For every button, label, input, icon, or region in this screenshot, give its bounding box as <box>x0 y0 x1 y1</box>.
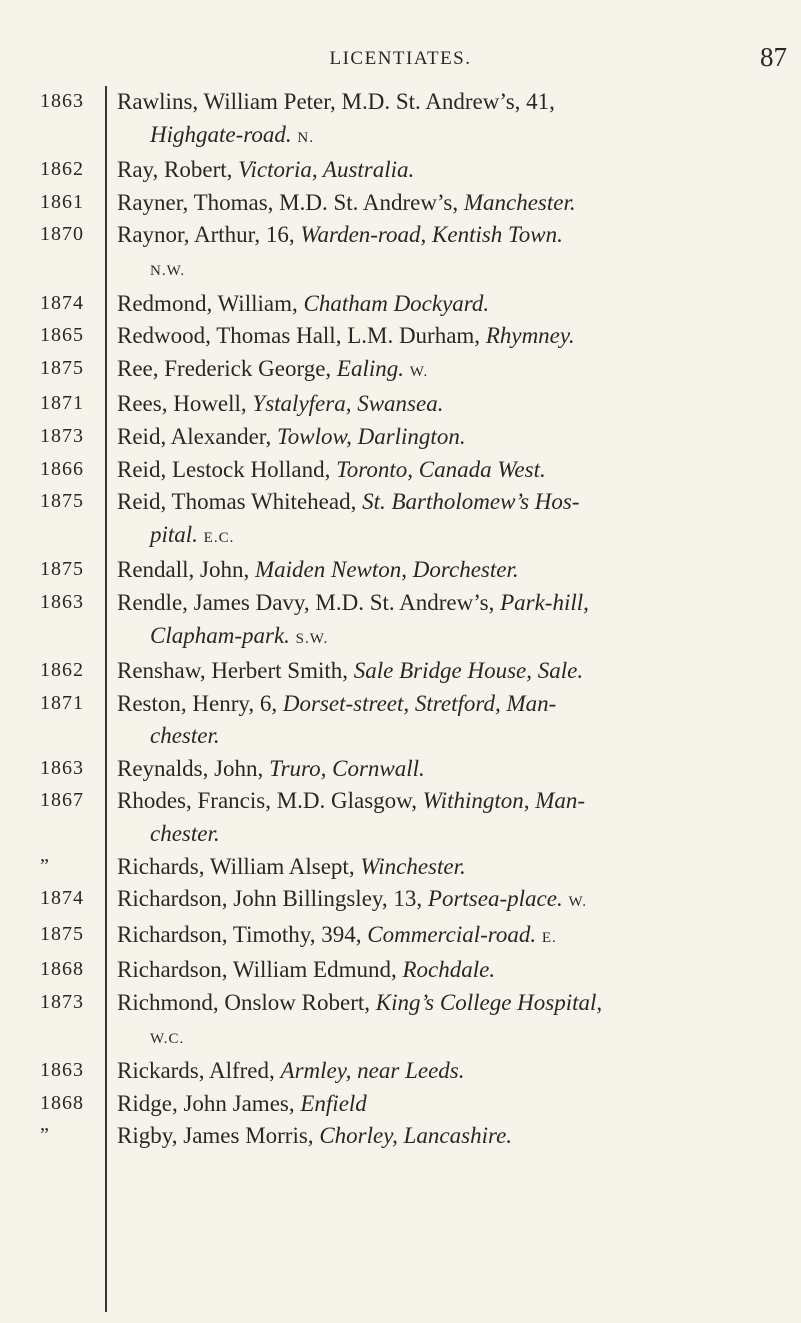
licentiate-entry <box>0 688 801 753</box>
entry-text <box>117 288 793 321</box>
entry-line <box>117 323 575 348</box>
entry-line <box>117 658 583 683</box>
licentiate-entry <box>0 454 801 487</box>
entry-text <box>117 753 793 786</box>
entry-year: 1862 <box>40 158 84 181</box>
entry-year: 1874 <box>40 291 84 314</box>
entry-text <box>117 1088 793 1121</box>
licentiate-entry <box>0 785 801 850</box>
entry-continuation-line <box>117 818 793 851</box>
entry-text <box>117 154 793 187</box>
licentiate-entry <box>0 954 801 987</box>
entry-text <box>117 688 793 753</box>
entry-address: St. Bartholomew’s Hos- <box>362 489 580 515</box>
entry-text <box>117 388 793 421</box>
entry-segment: Renshaw, Herbert Smith, <box>117 658 354 684</box>
entry-address: Manchester. <box>463 189 576 215</box>
entry-address: Highgate-road. <box>150 121 292 147</box>
entry-address: Toronto, Canada West. <box>336 456 546 482</box>
entry-address: Victoria, Australia. <box>238 157 415 183</box>
licentiate-entry <box>0 86 801 154</box>
licentiate-entry <box>0 1088 801 1121</box>
entry-year: 1875 <box>40 490 84 513</box>
entry-line <box>117 356 428 381</box>
postal-district: W. <box>409 363 429 380</box>
entry-segment: Ray, Robert, <box>117 157 239 183</box>
entry-line <box>117 89 555 114</box>
entry-segment: Rayner, Thomas, M.D. St. Andrew’s, <box>117 189 464 215</box>
entry-year: 1875 <box>40 558 84 581</box>
postal-district: W.C. <box>150 1030 185 1047</box>
entry-text <box>117 655 793 688</box>
entry-year: 1862 <box>40 659 84 682</box>
entry-year: 1873 <box>40 424 84 447</box>
licentiate-entry <box>0 353 801 389</box>
entry-text <box>117 486 793 554</box>
entry-line <box>117 1058 464 1083</box>
entry-line <box>117 854 466 879</box>
entry-line <box>117 922 557 947</box>
entry-text <box>117 1120 793 1153</box>
entry-segment: Richmond, Onslow Robert, <box>117 990 376 1016</box>
entry-address: Clapham-park. <box>150 622 290 648</box>
entry-line <box>117 957 495 982</box>
page-number: 87 <box>760 42 787 72</box>
entry-address: Ystalyfera, Swansea. <box>252 391 444 417</box>
entry-line <box>117 990 602 1015</box>
licentiate-list <box>0 86 801 1153</box>
entry-address: King’s College Hospital, <box>375 990 603 1016</box>
entry-segment: Ree, Frederick George, <box>117 355 337 381</box>
licentiate-entry <box>0 987 801 1055</box>
licentiate-entry <box>0 219 801 287</box>
entry-text <box>117 219 793 287</box>
entry-address: Sale Bridge House, Sale. <box>353 658 584 684</box>
licentiate-entry <box>0 421 801 454</box>
entry-continuation-line <box>117 519 793 555</box>
entry-address: Rochdale. <box>402 957 496 983</box>
licentiate-entry <box>0 288 801 321</box>
entry-address: Chatham Dockyard. <box>303 290 490 316</box>
postal-district: E. <box>541 929 557 946</box>
entry-line <box>117 1091 367 1116</box>
entry-year: 1874 <box>40 887 84 910</box>
entry-year: ” <box>40 1124 50 1147</box>
licentiate-entry <box>0 154 801 187</box>
entry-text <box>117 851 793 884</box>
licentiate-entry <box>0 753 801 786</box>
entry-year: 1863 <box>40 756 84 779</box>
entry-continuation-line <box>117 119 793 155</box>
entry-segment: Ridge, John James, <box>117 1090 301 1116</box>
entry-text <box>117 454 793 487</box>
entry-line <box>117 190 576 215</box>
entry-text <box>117 785 793 850</box>
entry-text <box>117 554 793 587</box>
entry-text <box>117 587 793 655</box>
entry-address: Withington, Man- <box>422 788 586 814</box>
entry-address: Rhymney. <box>485 323 575 349</box>
entry-text <box>117 187 793 220</box>
entry-text <box>117 353 793 389</box>
entry-segment: Rawlins, William Peter, M.D. St. Andrew’s, 41, <box>117 89 555 114</box>
licentiate-entry <box>0 587 801 655</box>
entry-address: Winchester. <box>360 853 466 879</box>
entry-year: 1868 <box>40 958 84 981</box>
entry-year: 1863 <box>40 90 84 112</box>
licentiate-entry <box>0 655 801 688</box>
entry-text <box>117 86 793 154</box>
entry-continuation-line <box>117 720 793 753</box>
entry-address: pital. <box>150 521 198 547</box>
entry-address: Enfield <box>300 1090 367 1116</box>
licentiate-entry <box>0 1055 801 1088</box>
entry-continuation-line <box>117 1020 793 1056</box>
licentiate-entry <box>0 851 801 884</box>
licentiate-entry <box>0 883 801 919</box>
entry-address: chester. <box>150 723 220 749</box>
entry-segment: Reid, Alexander, <box>117 423 278 449</box>
entry-year: 1863 <box>40 1059 84 1082</box>
entry-address: Armley, near Leeds. <box>280 1058 465 1084</box>
entry-address: Warden-road, Kentish Town. <box>300 222 563 248</box>
entry-year: 1875 <box>40 922 84 945</box>
entry-text <box>117 1055 793 1088</box>
licentiate-entry <box>0 486 801 554</box>
entry-line <box>117 557 519 582</box>
entry-line <box>117 424 466 449</box>
licentiate-entry <box>0 320 801 353</box>
entry-segment: Reynalds, John, <box>117 755 270 781</box>
entry-year: 1861 <box>40 190 84 213</box>
entry-segment: Rickards, Alfred, <box>117 1058 281 1084</box>
entry-address: Truro, Cornwall. <box>269 755 425 781</box>
postal-district: N.W. <box>150 262 186 279</box>
licentiate-entry <box>0 187 801 220</box>
entry-line <box>117 691 556 716</box>
entry-address: Maiden Newton, Dorchester. <box>255 557 519 583</box>
licentiate-entry <box>0 554 801 587</box>
entry-segment: Rhodes, Francis, M.D. Glasgow, <box>117 788 423 814</box>
entry-segment: Rendall, John, <box>117 557 255 583</box>
entry-line <box>117 886 587 911</box>
postal-district: N. <box>297 129 314 146</box>
entry-segment: Rendle, James Davy, M.D. St. Andrew’s, <box>117 589 501 615</box>
entry-segment: Rigby, James Morris, <box>117 1123 320 1149</box>
entry-segment: Raynor, Arthur, 16, <box>117 222 301 248</box>
entry-line <box>117 489 580 514</box>
entry-year: 1867 <box>40 789 84 812</box>
entry-segment: Richardson, William Edmund, <box>117 957 403 983</box>
entry-address: Dorset-street, Stretford, Man- <box>282 690 557 716</box>
entry-segment: Rees, Howell, <box>117 391 253 417</box>
entry-line <box>117 291 489 316</box>
entry-text <box>117 320 793 353</box>
entry-address: chester. <box>150 821 220 847</box>
entry-address: Towlow, Darlington. <box>277 423 466 449</box>
entry-address: Ealing. <box>336 355 404 381</box>
entry-segment: Richards, William Alsept, <box>117 853 361 879</box>
entry-year: 1865 <box>40 324 84 347</box>
entry-year: 1870 <box>40 223 84 246</box>
entry-address: Chorley, Lancashire. <box>319 1123 513 1149</box>
entry-segment: Redmond, William, <box>117 290 304 316</box>
entry-line <box>117 222 563 247</box>
entry-segment: Richardson, Timothy, 394, <box>117 921 368 947</box>
entry-line <box>117 788 585 813</box>
entry-continuation-line <box>117 252 793 288</box>
licentiate-entry <box>0 388 801 421</box>
licentiate-entry <box>0 919 801 955</box>
running-title: LICENTIATES. <box>329 48 472 69</box>
entry-year: 1871 <box>40 392 84 415</box>
entry-segment: Redwood, Thomas Hall, L.M. Durham, <box>117 323 486 349</box>
entry-year: 1871 <box>40 691 84 714</box>
entry-year: 1875 <box>40 356 84 379</box>
entry-year: ” <box>40 854 50 877</box>
entry-segment: Reid, Lestock Holland, <box>117 456 337 482</box>
entry-year: 1873 <box>40 991 84 1014</box>
entry-year: 1866 <box>40 457 84 480</box>
entry-text <box>117 919 793 955</box>
page-header <box>0 44 801 74</box>
entry-year: 1868 <box>40 1091 84 1114</box>
entry-text <box>117 421 793 454</box>
postal-district: S.W. <box>295 630 329 647</box>
entry-segment: Reston, Henry, 6, <box>117 690 283 716</box>
entry-continuation-line <box>117 620 793 656</box>
entry-segment: Reid, Thomas Whitehead, <box>117 489 363 515</box>
entry-line <box>117 157 414 182</box>
entry-year: 1863 <box>40 590 84 613</box>
entry-address: Park-hill, <box>500 589 589 615</box>
entry-segment: Richardson, John Billingsley, 13, <box>117 886 428 912</box>
licentiate-entry <box>0 1120 801 1153</box>
entry-text <box>117 954 793 987</box>
entry-text <box>117 883 793 919</box>
postal-district: W. <box>568 894 587 911</box>
entry-address: Commercial-road. <box>367 921 537 947</box>
entry-line <box>117 590 589 615</box>
entry-text <box>117 987 793 1055</box>
entry-address: Portsea-place. <box>427 886 563 912</box>
entry-line <box>117 391 443 416</box>
entry-line <box>117 457 546 482</box>
postal-district: E.C. <box>203 529 235 546</box>
entry-line <box>117 756 425 781</box>
entry-line <box>117 1123 512 1148</box>
